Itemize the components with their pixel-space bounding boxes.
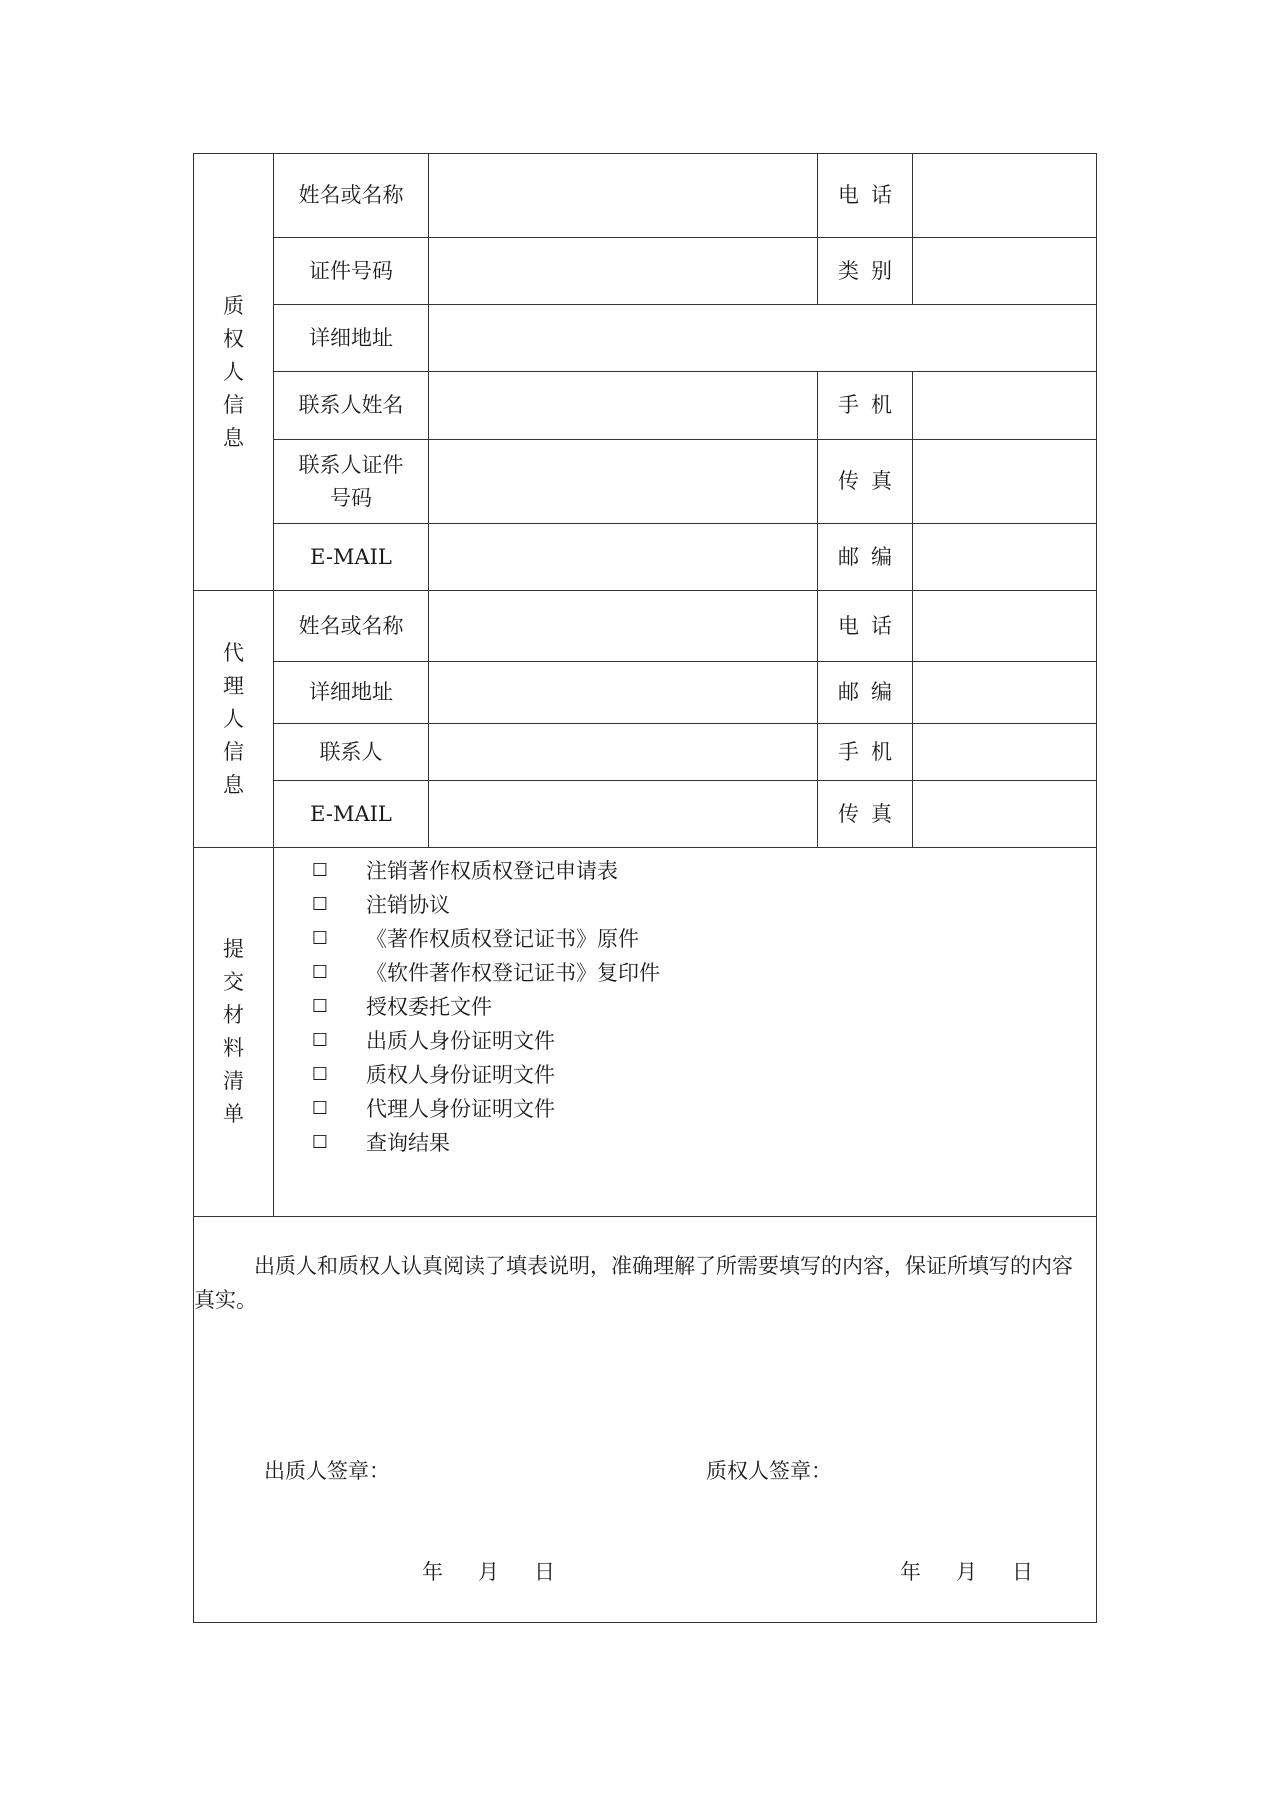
pledgee-year-label: 年 [900, 1560, 921, 1584]
pledgee-name-label: 姓名或名称 [274, 154, 429, 238]
pledgee-fax-field[interactable] [913, 440, 1097, 524]
pledgee-contact-name-label: 联系人姓名 [274, 372, 429, 440]
pledgee-address-field[interactable] [429, 305, 1097, 372]
material-item-label: 注销著作权质权登记申请表 [366, 859, 618, 883]
pledgee-address-label: 详细地址 [274, 305, 429, 372]
pledgee-name-field[interactable] [429, 154, 818, 238]
pledgee-id-label: 证件号码 [274, 238, 429, 305]
material-item-label: 《软件著作权登记证书》复印件 [366, 961, 660, 985]
material-item[interactable] [311, 956, 1096, 990]
agent-mobile-label: 手机 [818, 724, 913, 781]
materials-section-title: 提 交 材 料 清 单 [194, 848, 274, 1217]
pledgee-phone-label: 电话 [818, 154, 913, 238]
material-item[interactable] [311, 1058, 1096, 1092]
material-item-label: 授权委托文件 [366, 995, 492, 1019]
checkbox-icon[interactable]: ☐ [311, 1098, 329, 1119]
agent-fax-label: 传真 [818, 781, 913, 848]
material-item[interactable] [311, 888, 1096, 922]
checkbox-icon[interactable]: ☐ [311, 962, 329, 983]
material-item-label: 注销协议 [366, 893, 450, 917]
registration-form-table [193, 153, 1097, 1623]
material-item[interactable] [311, 990, 1096, 1024]
checkbox-icon[interactable]: ☐ [311, 894, 329, 915]
checkbox-icon[interactable]: ☐ [311, 1030, 329, 1051]
agent-phone-field[interactable] [913, 591, 1097, 662]
pledgee-postcode-label: 邮编 [818, 524, 913, 591]
agent-email-label: E-MAIL [274, 781, 429, 848]
checkbox-icon[interactable]: ☐ [311, 1064, 329, 1085]
material-item-label: 查询结果 [366, 1131, 450, 1155]
material-item[interactable] [311, 854, 1096, 888]
declaration-cell [194, 1217, 1097, 1623]
agent-email-field[interactable] [429, 781, 818, 848]
pledgee-postcode-field[interactable] [913, 524, 1097, 591]
agent-postcode-label: 邮编 [818, 662, 913, 724]
pledgee-contact-id-field[interactable] [429, 440, 818, 524]
material-item[interactable] [311, 922, 1096, 956]
checkbox-icon[interactable]: ☐ [311, 860, 329, 881]
pledgee-email-label: E-MAIL [274, 524, 429, 591]
material-item-label: 质权人身份证明文件 [366, 1063, 555, 1087]
material-item[interactable] [311, 1126, 1096, 1160]
pledgee-category-field[interactable] [913, 238, 1097, 305]
pledgor-year-label: 年 [422, 1560, 443, 1584]
material-item-label: 出质人身份证明文件 [366, 1029, 555, 1053]
pledgee-month-label: 月 [956, 1560, 977, 1584]
material-item-label: 《著作权质权登记证书》原件 [366, 927, 639, 951]
pledgee-mobile-label: 手机 [818, 372, 913, 440]
material-item[interactable] [311, 1024, 1096, 1058]
agent-fax-field[interactable] [913, 781, 1097, 848]
declaration-text: 出质人和质权人认真阅读了填表说明，准确理解了所需要填写的内容，保证所填写的内容真实。 [194, 1254, 1073, 1312]
material-item-label: 代理人身份证明文件 [366, 1097, 555, 1121]
agent-contact-field[interactable] [429, 724, 818, 781]
pledgee-day-label: 日 [1012, 1560, 1033, 1584]
pledgor-signature-label: 出质人签章： [264, 1459, 390, 1483]
agent-phone-label: 电话 [818, 591, 913, 662]
pledgor-day-label: 日 [534, 1560, 555, 1584]
agent-address-field[interactable] [429, 662, 818, 724]
agent-name-field[interactable] [429, 591, 818, 662]
materials-list-cell [274, 848, 1097, 1217]
pledgee-contact-id-label: 联系人证件 号码 [274, 440, 429, 524]
agent-address-label: 详细地址 [274, 662, 429, 724]
pledgee-phone-field[interactable] [913, 154, 1097, 238]
checkbox-icon[interactable]: ☐ [311, 996, 329, 1017]
checkbox-icon[interactable]: ☐ [311, 1132, 329, 1153]
materials-list [274, 848, 1096, 1160]
pledgor-month-label: 月 [478, 1560, 499, 1584]
agent-postcode-field[interactable] [913, 662, 1097, 724]
pledgee-fax-label: 传真 [818, 440, 913, 524]
pledgee-contact-name-field[interactable] [429, 372, 818, 440]
pledgee-section-title: 质 权 人 信 息 [194, 154, 274, 591]
checkbox-icon[interactable]: ☐ [311, 928, 329, 949]
pledgor-date [422, 1556, 555, 1589]
pledgee-category-label: 类别 [818, 238, 913, 305]
pledgee-mobile-field[interactable] [913, 372, 1097, 440]
pledgee-id-field[interactable] [429, 238, 818, 305]
pledgee-email-field[interactable] [429, 524, 818, 591]
agent-mobile-field[interactable] [913, 724, 1097, 781]
material-item[interactable] [311, 1092, 1096, 1126]
agent-name-label: 姓名或名称 [274, 591, 429, 662]
pledgee-signature-label: 质权人签章： [706, 1459, 832, 1483]
agent-contact-label: 联系人 [274, 724, 429, 781]
agent-section-title: 代 理 人 信 息 [194, 591, 274, 848]
pledgee-date [900, 1556, 1033, 1589]
